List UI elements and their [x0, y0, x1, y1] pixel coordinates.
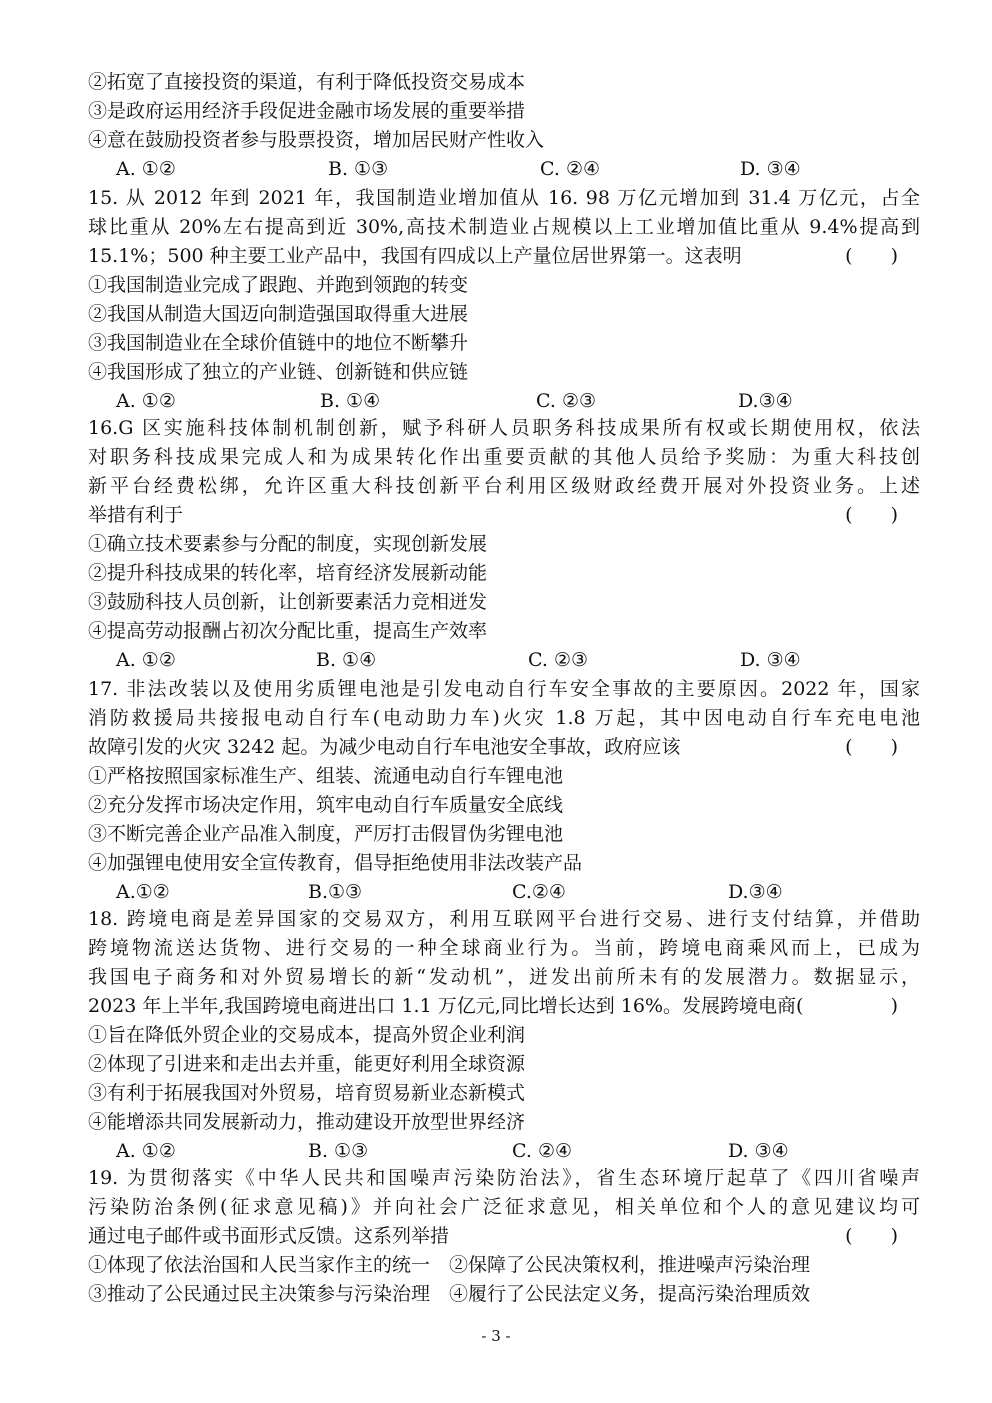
- q16-option-c[interactable]: C. ②③: [528, 649, 589, 671]
- q16-stem-text: 举措有利于: [88, 504, 184, 526]
- q18-item-4: ④能增添共同发展新动力，推动建设开放型世界经济: [88, 1111, 526, 1133]
- q18-item-1: ①旨在降低外贸企业的交易成本，提高外贸企业利润: [88, 1024, 526, 1046]
- q14-option-d[interactable]: D. ③④: [740, 158, 801, 180]
- q15-stem-line-2: 球比重从 20%左右提高到近 30%,高技术制造业占规模以上工业增加值比重从 9.4%提高到: [88, 216, 920, 238]
- q19-items-row-2: ③推动了公民通过民主决策参与污染治理 ④履行了公民法定义务，提高污染治理质效: [88, 1283, 811, 1305]
- q16-option-b[interactable]: B. ①④: [316, 649, 377, 671]
- q16-stem-line-2: 对职务科技成果完成人和为成果转化作出重要贡献的其他人员给予奖励：为重大科技创: [88, 446, 920, 468]
- q14-item-2: ②拓宽了直接投资的渠道，有利于降低投资交易成本: [88, 71, 526, 93]
- q17-options: [88, 878, 920, 907]
- q16-item-1: ①确立技术要素参与分配的制度，实现创新发展: [88, 533, 488, 555]
- q16-item-2: ②提升科技成果的转化率，培育经济发展新动能: [88, 562, 488, 584]
- q15-option-a[interactable]: A. ①②: [116, 390, 176, 412]
- q16-options: [88, 646, 920, 675]
- q17-option-c[interactable]: C.②④: [512, 881, 566, 903]
- q19-answer-paren: ( ): [845, 1225, 898, 1247]
- q18-stem-text: 2023 年上半年,我国跨境电商进出口 1.1 万亿元,同比增长达到 16%。发展跨境电商(: [88, 995, 804, 1017]
- q18-stem-line-4: [88, 992, 920, 1021]
- q15-options: [88, 387, 920, 416]
- q15-stem-line-1: 15. 从 2012 年到 2021 年，我国制造业增加值从 16. 98 万亿元增加到 31.4 万亿元，占全: [88, 187, 920, 209]
- q18-stem-line-3: 我国电子商务和对外贸易增长的新“发动机”，迸发出前所未有的发展潜力。数据显示，: [88, 966, 920, 988]
- q16-stem-line-3: 新平台经费松绑，允许区重大科技创新平台利用区级财政经费开展对外投资业务。上述: [88, 475, 920, 497]
- q17-stem-line-2: 消防救援局共接报电动自行车(电动助力车)火灾 1.8 万起，其中因电动自行车充电电池: [88, 707, 920, 729]
- q19-stem-text: 通过电子邮件或书面形式反馈。这系列举措: [88, 1225, 450, 1247]
- q15-stem-line-3: [88, 242, 920, 271]
- q14-option-b[interactable]: B. ①③: [328, 158, 389, 180]
- q14-item-4: ④意在鼓励投资者参与股票投资，增加居民财产性收入: [88, 129, 545, 151]
- q19-items-row-1: ①体现了依法治国和人民当家作主的统一 ②保障了公民决策权利，推进噪声污染治理: [88, 1254, 811, 1276]
- q18-option-d[interactable]: D. ③④: [728, 1140, 789, 1162]
- q16-option-d[interactable]: D. ③④: [740, 649, 801, 671]
- q16-stem-line-4: [88, 501, 920, 530]
- q19-stem-line-3: [88, 1222, 920, 1251]
- q16-option-a[interactable]: A. ①②: [116, 649, 176, 671]
- q17-item-2: ②充分发挥市场决定作用，筑牢电动自行车质量安全底线: [88, 794, 564, 816]
- q17-option-a[interactable]: A.①②: [116, 881, 170, 903]
- q18-option-c[interactable]: C. ②④: [512, 1140, 573, 1162]
- q18-options: [88, 1137, 920, 1166]
- q17-option-b[interactable]: B.①③: [308, 881, 363, 903]
- q14-options: [88, 155, 920, 184]
- q18-option-a[interactable]: A. ①②: [116, 1140, 176, 1162]
- q16-item-4: ④提高劳动报酬占初次分配比重，提高生产效率: [88, 620, 488, 642]
- q16-answer-paren: ( ): [845, 504, 898, 526]
- q18-item-3: ③有利于拓展我国对外贸易，培育贸易新业态新模式: [88, 1082, 526, 1104]
- q15-item-1: ①我国制造业完成了跟跑、并跑到领跑的转变: [88, 274, 469, 296]
- q19-stem-line-1: 19. 为贯彻落实《中华人民共和国噪声污染防治法》，省生态环境厅起草了《四川省噪声: [88, 1167, 920, 1189]
- q17-stem-line-3: [88, 733, 920, 762]
- q15-item-3: ③我国制造业在全球价值链中的地位不断攀升: [88, 332, 469, 354]
- q16-stem-line-1: 16.G 区实施科技体制机制创新，赋予科研人员职务科技成果所有权或长期使用权，依法: [88, 417, 920, 439]
- q17-option-d[interactable]: D.③④: [728, 881, 783, 903]
- q14-item-3: ③是政府运用经济手段促进金融市场发展的重要举措: [88, 100, 526, 122]
- q18-item-2: ②体现了引进来和走出去并重，能更好利用全球资源: [88, 1053, 526, 1075]
- q15-item-4: ④我国形成了独立的产业链、创新链和供应链: [88, 361, 469, 383]
- q17-item-4: ④加强锂电使用安全宣传教育，倡导拒绝使用非法改装产品: [88, 852, 583, 874]
- q18-stem-line-1: 18. 跨境电商是差异国家的交易双方，利用互联网平台进行交易、进行支付结算，并借助: [88, 908, 920, 930]
- q17-stem-text: 故障引发的火灾 3242 起。为减少电动自行车电池安全事故，政府应该: [88, 736, 681, 758]
- q17-item-3: ③不断完善企业产品准入制度，严厉打击假冒伪劣锂电池: [88, 823, 564, 845]
- q15-option-c[interactable]: C. ②③: [536, 390, 597, 412]
- q18-answer-paren: ): [890, 995, 898, 1017]
- q16-item-3: ③鼓励科技人员创新，让创新要素活力竞相迸发: [88, 591, 488, 613]
- q15-answer-paren: ( ): [845, 245, 898, 267]
- q15-stem-text: 15.1%；500 种主要工业产品中，我国有四成以上产量位居世界第一。这表明: [88, 245, 742, 267]
- q14-option-c[interactable]: C. ②④: [540, 158, 601, 180]
- q18-stem-line-2: 跨境物流送达货物、进行交易的一种全球商业行为。当前，跨境电商乘风而上，已成为: [88, 937, 920, 959]
- q17-item-1: ①严格按照国家标准生产、组装、流通电动自行车锂电池: [88, 765, 564, 787]
- q18-option-b[interactable]: B. ①③: [308, 1140, 369, 1162]
- q15-option-b[interactable]: B. ①④: [320, 390, 381, 412]
- q19-stem-line-2: 污染防治条例(征求意见稿)》并向社会广泛征求意见，相关单位和个人的意见建议均可: [88, 1196, 920, 1218]
- q15-option-d[interactable]: D.③④: [738, 390, 793, 412]
- q17-stem-line-1: 17. 非法改装以及使用劣质锂电池是引发电动自行车安全事故的主要原因。2022 年，国家: [88, 678, 920, 700]
- page-number: - 3 -: [481, 1327, 511, 1345]
- q17-answer-paren: ( ): [845, 736, 898, 758]
- q14-option-a[interactable]: A. ①②: [116, 158, 176, 180]
- q15-item-2: ②我国从制造大国迈向制造强国取得重大进展: [88, 303, 469, 325]
